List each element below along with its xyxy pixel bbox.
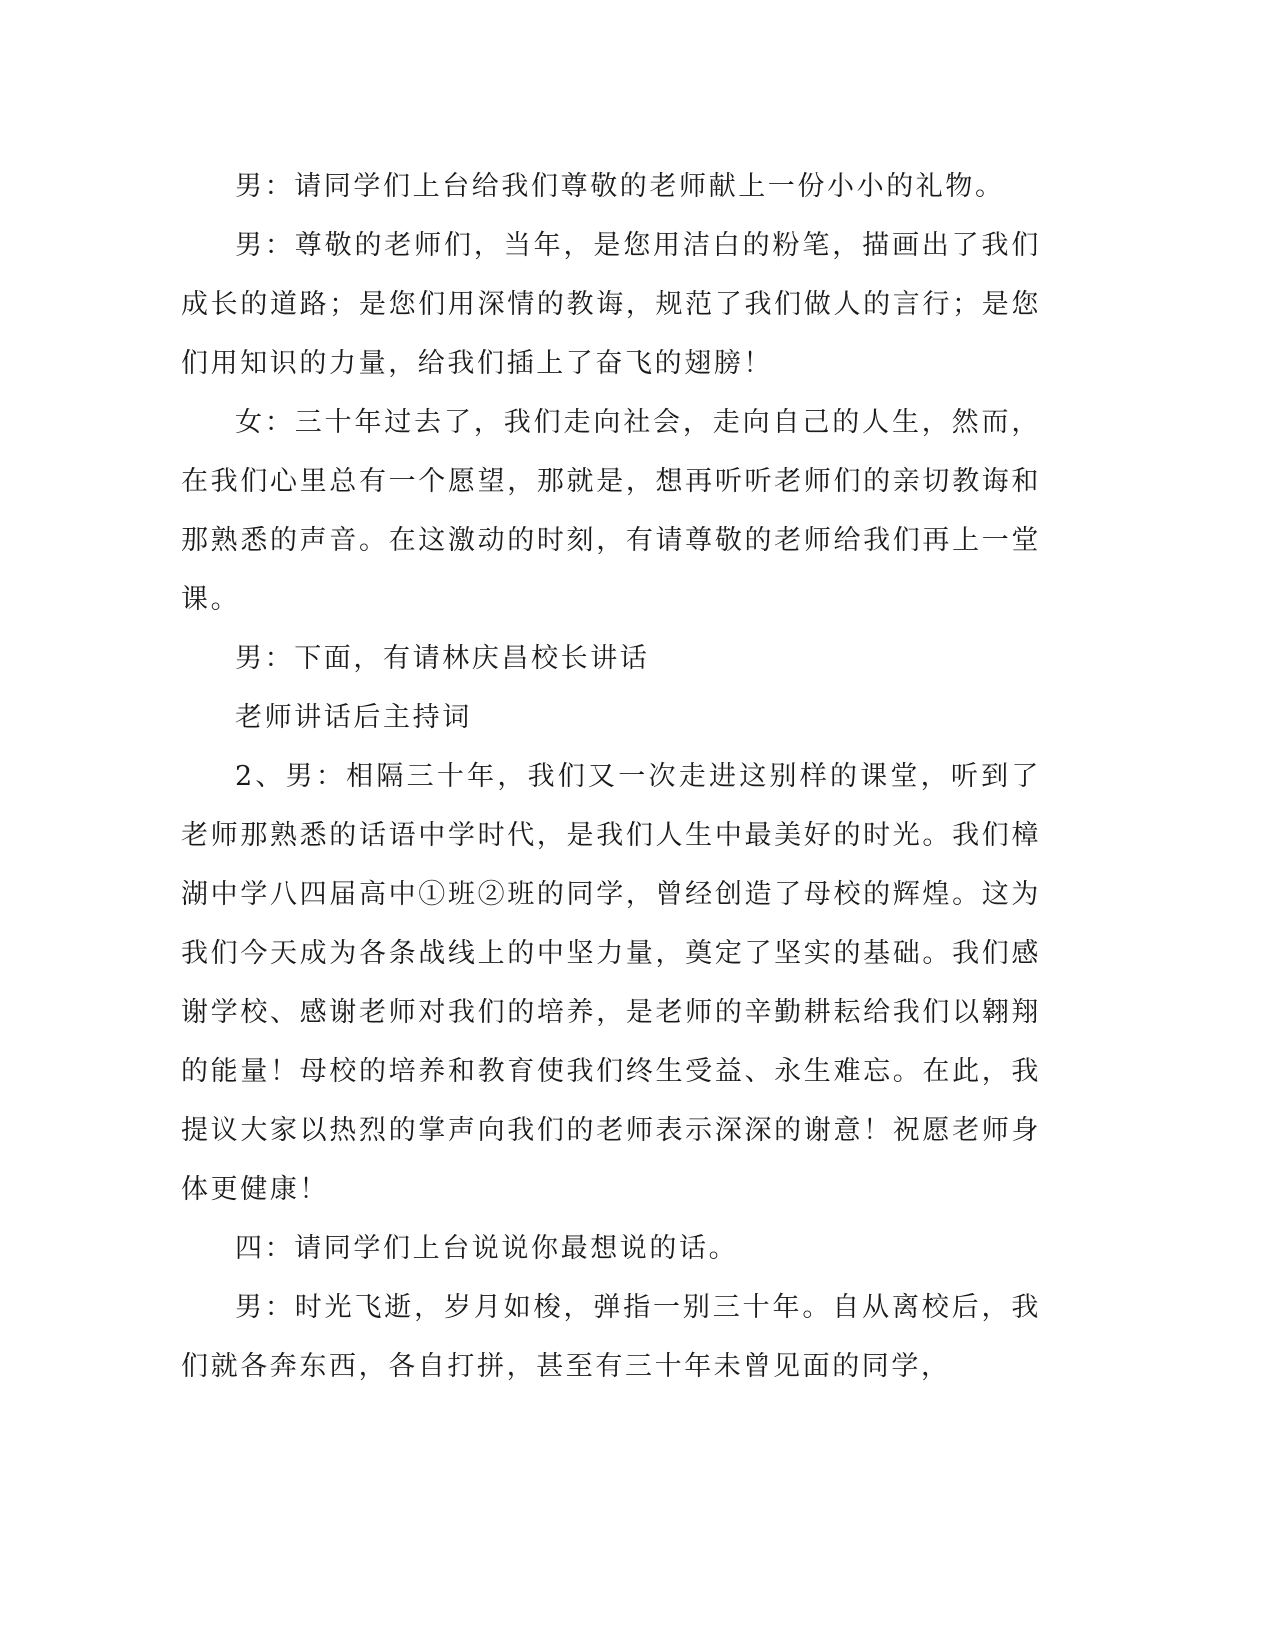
paragraph-students-speak: 四：请同学们上台说说你最想说的话。 — [235, 1233, 739, 1264]
paragraph-classroom: 2、男：相隔三十年，我们又一次走进这别样的课堂，听到了老师那熟悉的话语中学时代，是我们人生中最美好的时光。我们樟湖中学八四届高中①班②班的同学，曾经创造了母校的辉煌。这为我们今天成为各条战线上的中坚力量，奠定了坚实的基础。我们感谢学校、感谢老师对我们的培养，是老师的辛勤耕耘给我们以翱翔的能量！母校的培养和教育使我们终生受益、永生难忘。在此，我提议大家以热烈的掌声向我们的老师表示深深的谢意！祝愿老师身体更健康！ — [181, 761, 1041, 1205]
document-body — [181, 157, 1041, 1396]
paragraph-time-flies: 男：时光飞逝，岁月如梭，弹指一别三十年。自从离校后，我们就各奔东西，各自打拼，甚至有三十年未曾见面的同学， — [181, 1292, 1041, 1382]
paragraph-thirty-years: 女：三十年过去了，我们走向社会，走向自己的人生，然而，在我们心里总有一个愿望，那就是，想再听听老师们的亲切教诲和那熟悉的声音。在这激动的时刻，有请尊敬的老师给我们再上一堂课。 — [181, 407, 1041, 615]
section-heading: 老师讲话后主持词 — [235, 702, 472, 733]
paragraph-gift: 男：请同学们上台给我们尊敬的老师献上一份小小的礼物。 — [235, 171, 1005, 202]
paragraph-principal-speech: 男：下面，有请林庆昌校长讲话 — [235, 643, 650, 674]
paragraph-teachers-tribute: 男：尊敬的老师们，当年，是您用洁白的粉笔，描画出了我们成长的道路；是您们用深情的教诲，规范了我们做人的言行；是您们用知识的力量，给我们插上了奋飞的翅膀！ — [181, 230, 1041, 379]
